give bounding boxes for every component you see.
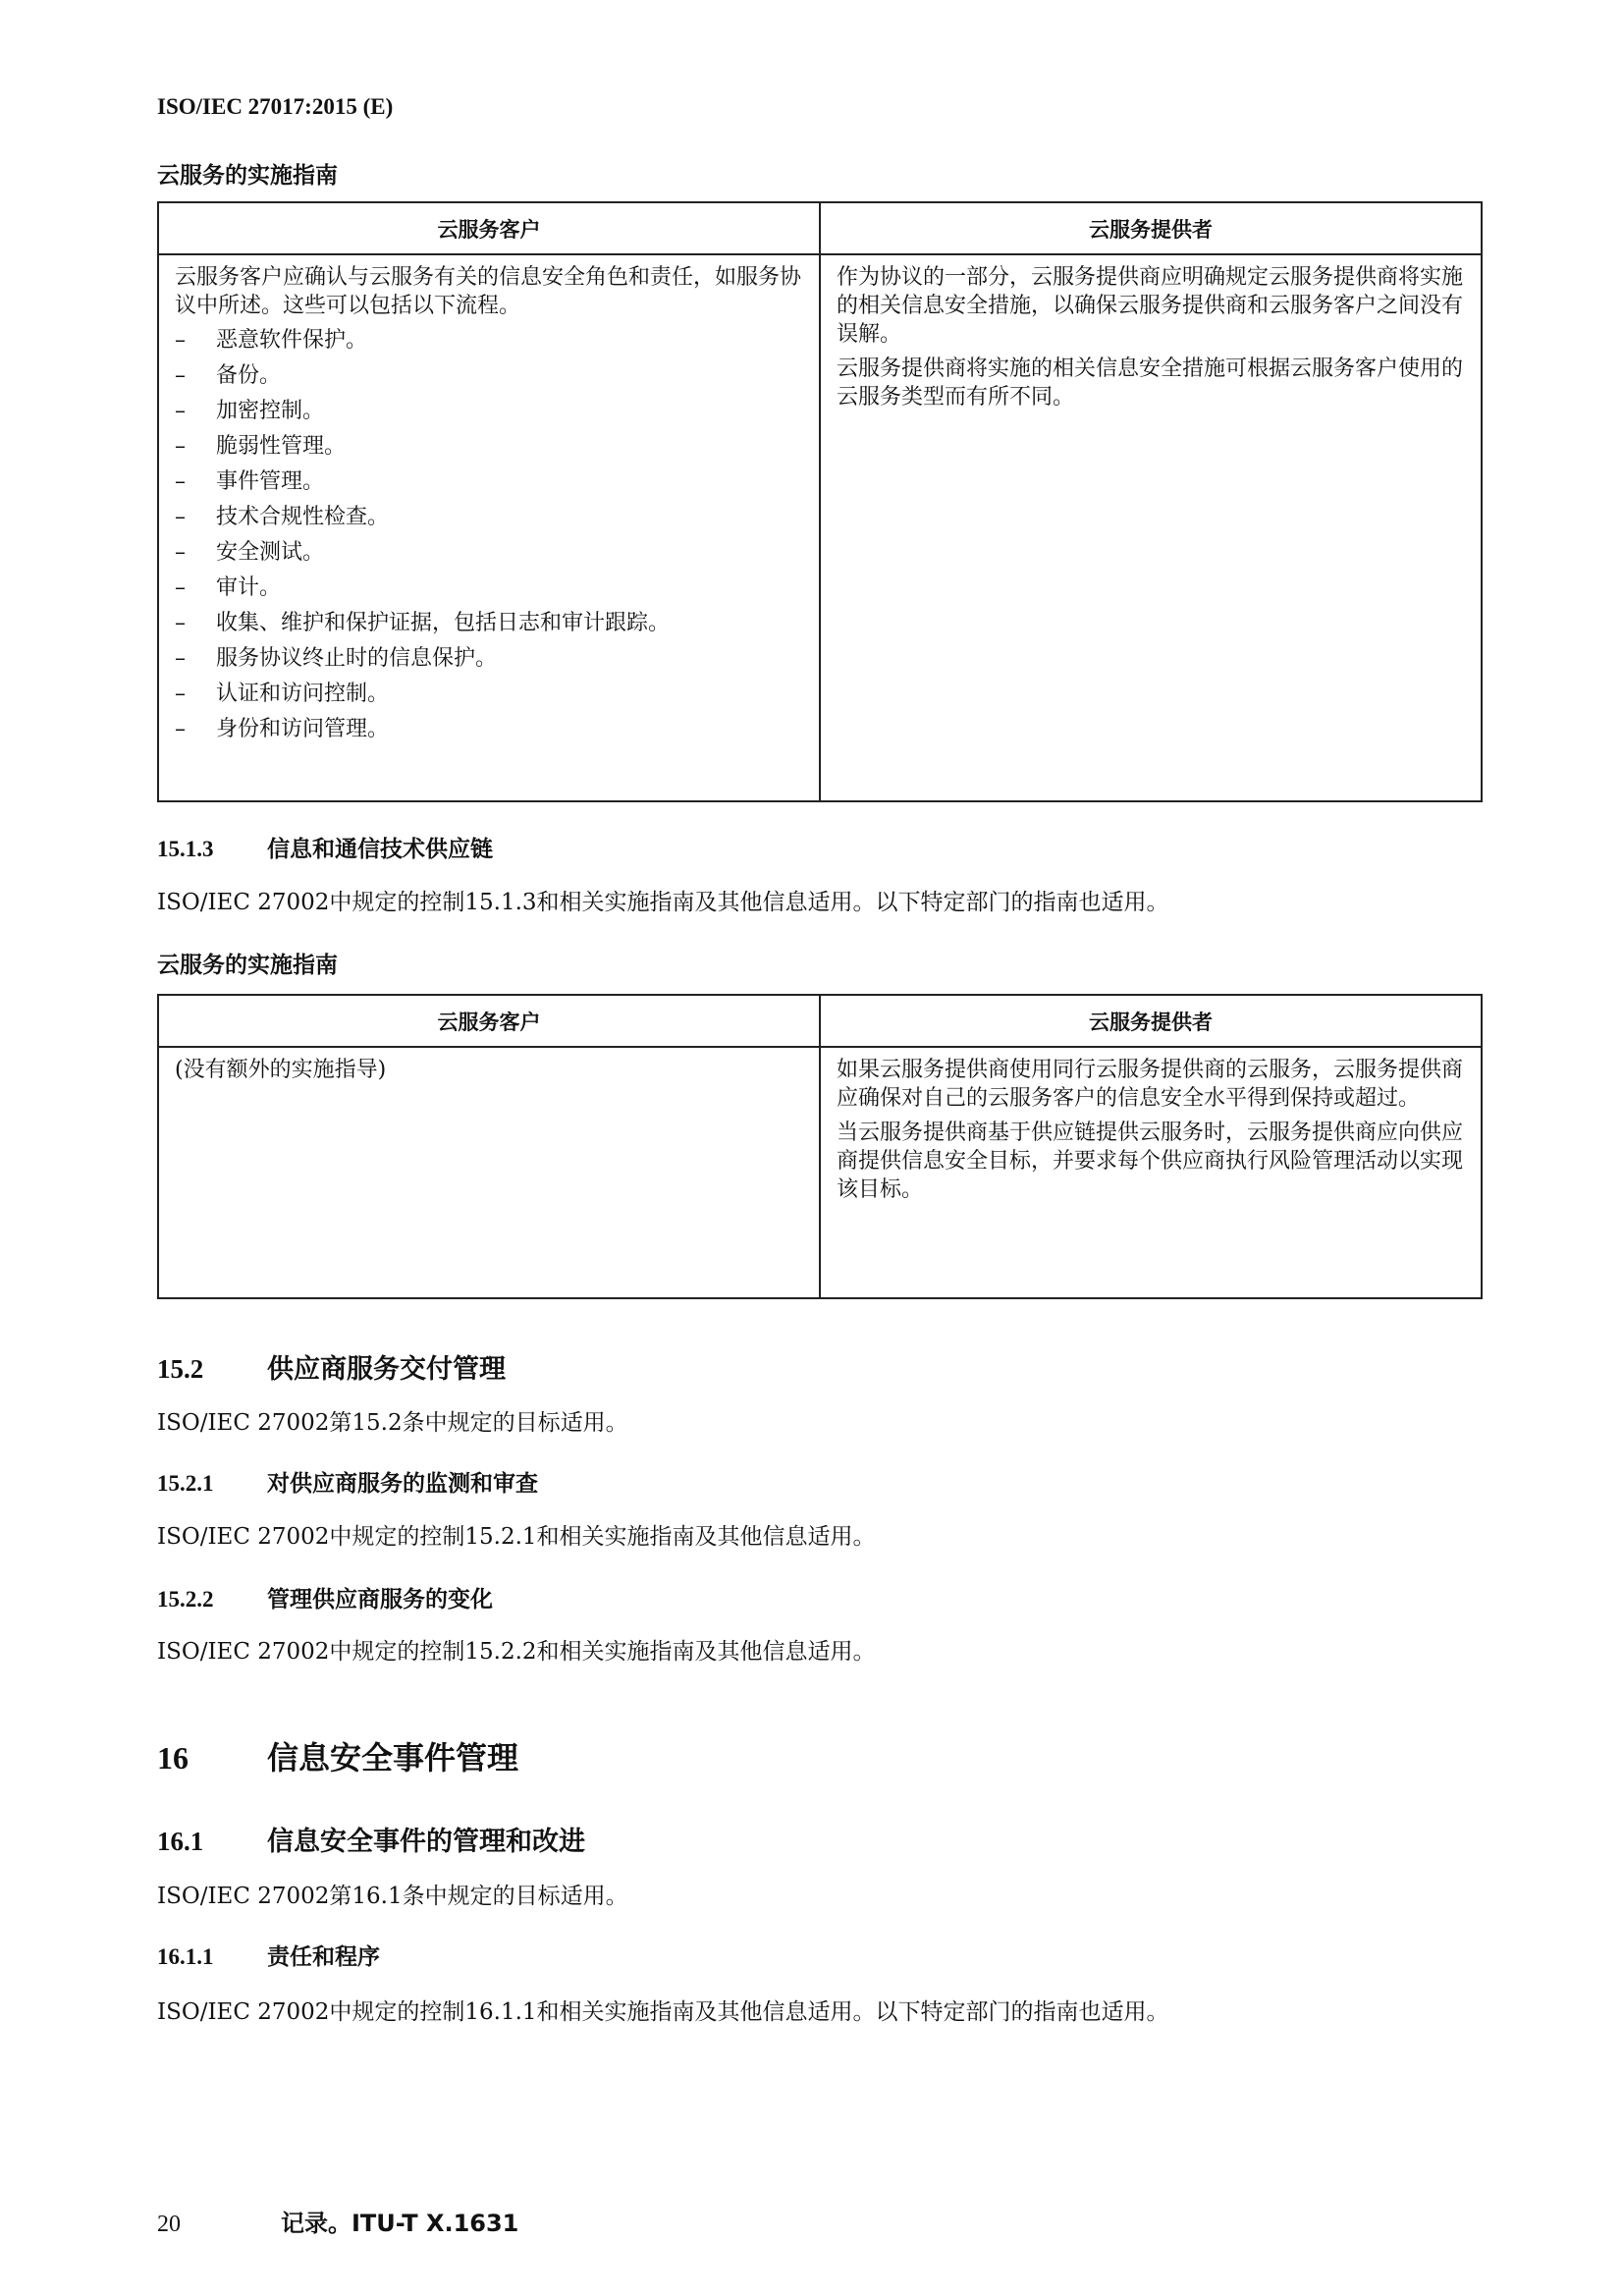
list-item: – 技术合规性检查。 [175,503,803,531]
section-15-2-2-text: ISO/IEC 27002中规定的控制15.2.2和相关实施指南及其他信息适用。 [157,1639,876,1665]
customer-cell [158,254,820,801]
list-item: – 身份和访问管理。 [175,715,803,743]
section-16-1-1-text: ISO/IEC 27002中规定的控制16.1.1和相关实施指南及其他信息适用。以下特定部门的指南也适用。 [157,1999,1169,2025]
section-16-1-1-heading [157,1939,380,1971]
list-item: – 脆弱性管理。 [175,432,803,461]
provider-paragraph-1: 如果云服务提供商使用同行云服务提供商的云服务，云服务提供商应确保对自己的云服务客户的信息安全水平得到保持或超过。 [837,1058,1464,1111]
section-number: 15.2 [157,1354,204,1384]
section-number: 15.1.3 [157,837,214,861]
list-item: – 恶意软件保护。 [175,326,803,355]
section-16-1-heading [157,1820,585,1858]
customer-cell [158,1047,820,1298]
provider-paragraph-2: 云服务提供商将实施的相关信息安全措施可根据云服务客户使用的云服务类型而有所不同。 [837,356,1464,410]
section-title: 信息安全事件管理 [267,1739,519,1777]
section-title: 供应商服务交付管理 [267,1354,506,1385]
section-16-heading [157,1733,518,1778]
list-item: – 事件管理。 [175,467,803,496]
section-15-1-3-text: ISO/IEC 27002中规定的控制15.1.3和相关实施指南及其他信息适用。以下特定部门的指南也适用。 [157,890,1169,915]
section-title: 对供应商服务的监测和审查 [267,1471,538,1497]
section-title: 信息和通信技术供应链 [267,837,493,862]
list-item: – 加密控制。 [175,397,803,425]
section-number: 15.2.1 [157,1471,214,1496]
footer-text: 记录。ITU-T X.1631 [281,2210,519,2237]
section-number: 16.1.1 [157,1944,214,1969]
section-15-2-1-text: ISO/IEC 27002中规定的控制15.2.1和相关实施指南及其他信息适用。 [157,1524,876,1550]
section-15-2-heading [157,1347,506,1386]
customer-intro: 云服务客户应确认与云服务有关的信息安全角色和责任，如服务协议中所述。这些可以包括以下流程。 [175,265,802,318]
section-title: 责任和程序 [267,1944,380,1970]
customer-text: (没有额外的实施指导) [175,1058,387,1082]
table2-guide-title: 云服务的实施指南 [157,953,338,978]
section-title: 管理供应商服务的变化 [267,1587,493,1613]
list-item: – 审计。 [175,574,803,602]
section-15-2-text: ISO/IEC 27002第15.2条中规定的目标适用。 [157,1410,628,1436]
guidance-table-1 [157,201,1483,802]
col-header-provider: 云服务提供者 [820,202,1482,254]
list-item: – 认证和访问控制。 [175,680,803,708]
provider-paragraph-1: 作为协议的一部分，云服务提供商应明确规定云服务提供商将实施的相关信息安全措施，以确保云服务提供商和云服务客户之间没有误解。 [837,265,1464,347]
list-item: – 备份。 [175,361,803,390]
customer-process-list [175,326,803,743]
col-header-provider: 云服务提供者 [820,995,1482,1047]
section-15-1-3-heading [157,831,493,863]
list-item: – 服务协议终止时的信息保护。 [175,644,803,673]
provider-cell [820,1047,1482,1298]
section-16-1-text: ISO/IEC 27002第16.1条中规定的目标适用。 [157,1884,628,1909]
section-15-2-1-heading [157,1465,538,1498]
list-item: – 安全测试。 [175,538,803,567]
document-id-header: ISO/IEC 27017:2015 (E) [157,94,394,119]
section-number: 16 [157,1740,189,1776]
guidance-table-2 [157,994,1483,1299]
table1-guide-title: 云服务的实施指南 [157,163,338,189]
page-footer [157,2204,518,2238]
section-title: 信息安全事件的管理和改进 [267,1827,585,1857]
list-item: – 收集、维护和保护证据，包括日志和审计跟踪。 [175,609,803,637]
page-number: 20 [157,2212,181,2237]
col-header-customer: 云服务客户 [158,202,820,254]
section-number: 15.2.2 [157,1587,214,1612]
provider-paragraph-2: 当云服务提供商基于供应链提供云服务时，云服务提供商应向供应商提供信息安全目标，并要求每个供应商执行风险管理活动以实现该目标。 [837,1121,1464,1202]
section-number: 16.1 [157,1827,204,1856]
col-header-customer: 云服务客户 [158,995,820,1047]
section-15-2-2-heading [157,1581,493,1613]
provider-cell [820,254,1482,801]
